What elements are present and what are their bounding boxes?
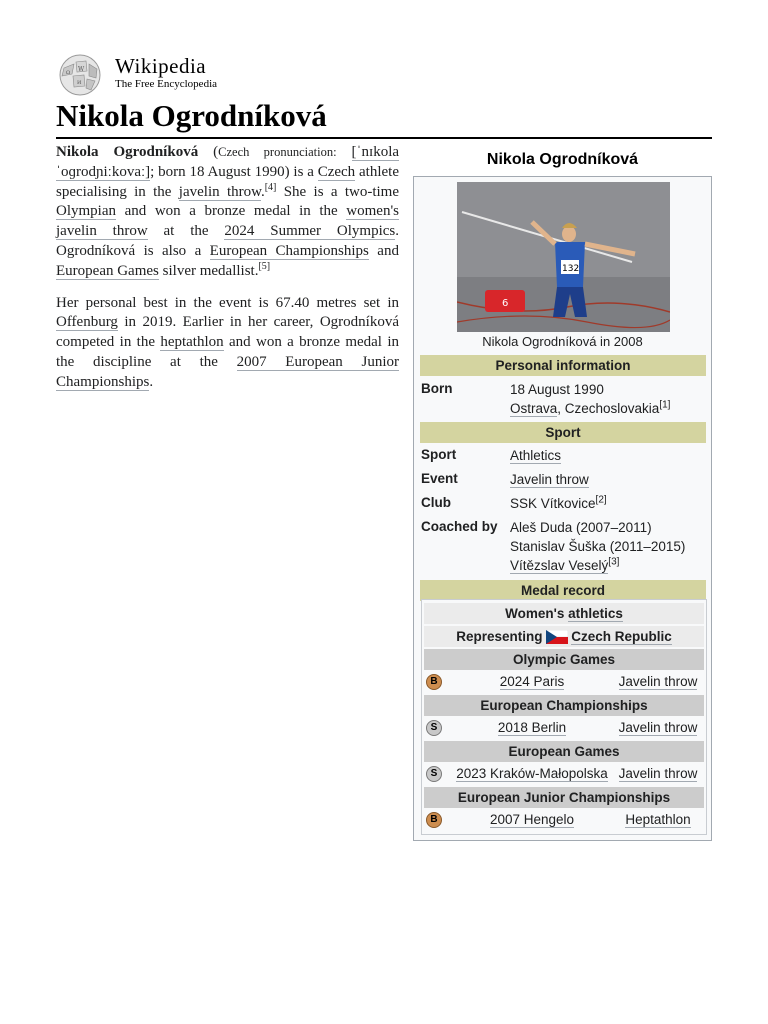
coach-entry: Stanislav Šuška (2011–2015) xyxy=(510,539,686,554)
text-run: ; born 18 August 1990) is a xyxy=(150,163,318,180)
personal-information-header: Personal information xyxy=(420,355,706,376)
medal-row-euro-games xyxy=(424,763,704,785)
born-country: , Czechoslovakia xyxy=(557,401,660,416)
born-label: Born xyxy=(421,381,453,396)
womens-label: Women's xyxy=(505,606,569,621)
pronunciation-label[interactable]: Czech pronunciation: xyxy=(218,145,337,159)
czech-flag-icon[interactable] xyxy=(546,630,568,644)
hengelo-2007-link[interactable]: 2007 Hengelo xyxy=(489,812,575,827)
club-name: SSK Vítkovice xyxy=(510,496,596,511)
medal-row-junior xyxy=(424,809,704,831)
club-label: Club xyxy=(421,495,451,510)
svg-text:Ω: Ω xyxy=(66,70,71,76)
event-label: Event xyxy=(421,471,458,486)
wikipedia-tagline: The Free Encyclopedia xyxy=(115,78,218,90)
czech-republic-link[interactable]: Czech Republic xyxy=(571,629,672,644)
olympics-paris-link[interactable]: 2024 Paris xyxy=(499,674,565,689)
representing-label: Representing xyxy=(456,629,543,644)
medal-row-euro-championships xyxy=(424,717,704,739)
coach-entry xyxy=(510,556,705,575)
reference-2[interactable]: [2] xyxy=(595,494,607,506)
coached-by-value xyxy=(510,518,705,575)
photo-box-number: 6 xyxy=(502,298,509,309)
medal-record-header: Medal record xyxy=(420,580,706,601)
european-games-header: European Games xyxy=(424,741,704,762)
coached-by-label: Coached by xyxy=(421,519,498,534)
career-paragraph xyxy=(56,294,399,393)
reference-5-link[interactable]: [5] xyxy=(258,260,271,272)
silver-medal-icon: S xyxy=(426,720,442,736)
wikipedia-globe-logo[interactable] xyxy=(56,54,104,96)
medal-record-table xyxy=(421,599,707,835)
olympic-games-header: Olympic Games xyxy=(424,649,704,670)
text-run: ( xyxy=(198,144,219,160)
womens-athletics-link[interactable]: athletics xyxy=(568,606,623,621)
sport-label: Sport xyxy=(421,447,457,462)
krakow-event-link[interactable]: Javelin throw xyxy=(618,766,698,781)
bronze-medal-icon: B xyxy=(426,812,442,828)
photo-caption: Nikola Ogrodníková in 2008 xyxy=(482,334,643,349)
infobox-title: Nikola Ogrodníková xyxy=(486,151,639,168)
berlin-event-link[interactable]: Javelin throw xyxy=(618,720,698,735)
javelin-throw-link[interactable]: javelin throw xyxy=(178,183,261,200)
reference-4[interactable] xyxy=(265,182,277,193)
medal-sport-row xyxy=(424,603,704,624)
intro-paragraph: Nikola Ogrodníková (Czech pronunciation: [ˈnɪkola ˈoɡrodɲiːkovaː]; born 18 August 1990) is a Czech athlete specialising in the javelin throw.[4] She is a two-time Olympian and won a bronze medal in the women's javelin throw at the 2024 Summer Olympics. Ogrodníková is also a European Championships and European Games silver medallist.[5] xyxy=(56,144,400,279)
offenburg-link[interactable]: Offenburg xyxy=(56,314,118,331)
text-run: in 2019. Earlier in her career, Ogrodníková competed in the xyxy=(56,314,399,351)
medal-row-olympics xyxy=(424,671,704,693)
silver-medal-icon: S xyxy=(426,766,442,782)
olympics-2024-link[interactable]: 2024 Summer Olympics xyxy=(224,223,396,240)
european-championships-link[interactable]: European Championships xyxy=(209,242,369,259)
ipa-link[interactable]: [ˈnɪkola ˈoɡrodɲiːkovaː] xyxy=(56,144,400,180)
reference-1[interactable]: [1] xyxy=(659,399,671,411)
european-games-link[interactable]: European Games xyxy=(56,262,159,279)
ostrava-link[interactable]: Ostrava xyxy=(510,401,558,416)
european-junior-championships-header: European Junior Championships xyxy=(424,787,704,808)
born-date: 18 August 1990 xyxy=(510,382,604,397)
text-run: She is a two-time xyxy=(276,183,400,200)
svg-text:W: W xyxy=(78,66,85,73)
coach-entry: Aleš Duda (2007–2011) xyxy=(510,520,652,535)
czech-link[interactable]: Czech xyxy=(317,163,356,180)
born-value xyxy=(510,380,705,418)
text-run: silver medallist. xyxy=(158,262,259,279)
svg-text:И: И xyxy=(77,80,82,86)
athlete-photo[interactable] xyxy=(457,182,670,332)
vitezslav-vesely-link[interactable]: Vítězslav Veselý xyxy=(510,558,609,573)
text-run: and won a bronze medal in the discipline at the xyxy=(56,334,399,370)
infobox xyxy=(413,176,712,841)
athletics-link[interactable]: Athletics xyxy=(510,448,562,463)
text-run: Her personal best in the event is 67.40 metres set in xyxy=(56,294,399,311)
club-value xyxy=(510,494,705,513)
text-run: and won a bronze medal in the xyxy=(116,203,347,220)
wikipedia-wordmark[interactable]: Wikipedia xyxy=(115,54,207,78)
olympian-link[interactable]: Olympian xyxy=(56,203,116,220)
text-run: . Ogrodníková is also a xyxy=(56,223,399,259)
womens-javelin-link[interactable]: women's javelin throw xyxy=(56,203,399,240)
title-divider xyxy=(56,137,712,139)
heptathlon-event-link[interactable]: Heptathlon xyxy=(625,812,691,827)
representing-row xyxy=(424,626,704,647)
berlin-2018-link[interactable]: 2018 Berlin xyxy=(497,720,567,735)
article-body xyxy=(56,143,399,405)
reference-3[interactable]: [3] xyxy=(608,556,620,568)
reference-4-link[interactable]: [4] xyxy=(264,181,277,193)
olympics-event-link[interactable]: Javelin throw xyxy=(618,674,698,689)
event-value xyxy=(510,470,705,489)
javelin-throw-event-link[interactable]: Javelin throw xyxy=(510,472,589,487)
heptathlon-link[interactable]: heptathlon xyxy=(160,334,224,351)
sport-value xyxy=(510,446,705,465)
text-run: . xyxy=(149,373,154,390)
born-place xyxy=(510,399,705,418)
page-title: Nikola Ogrodníková xyxy=(56,98,327,133)
european-junior-championships-link[interactable]: 2007 European Junior Championships xyxy=(56,353,399,390)
subject-name: Nikola Ogrodníková xyxy=(56,144,199,160)
bronze-medal-icon: B xyxy=(426,674,442,690)
text-run: athlete specialising in the xyxy=(56,163,399,200)
krakow-2023-link[interactable]: 2023 Kraków-Małopolska xyxy=(456,766,608,781)
reference-5[interactable] xyxy=(258,261,270,272)
photo-bib-number: 132 xyxy=(562,264,580,274)
sport-header: Sport xyxy=(420,422,706,443)
european-championships-header: European Championships xyxy=(424,695,704,716)
text-run: at the xyxy=(147,223,225,240)
text-run: and xyxy=(368,242,399,259)
